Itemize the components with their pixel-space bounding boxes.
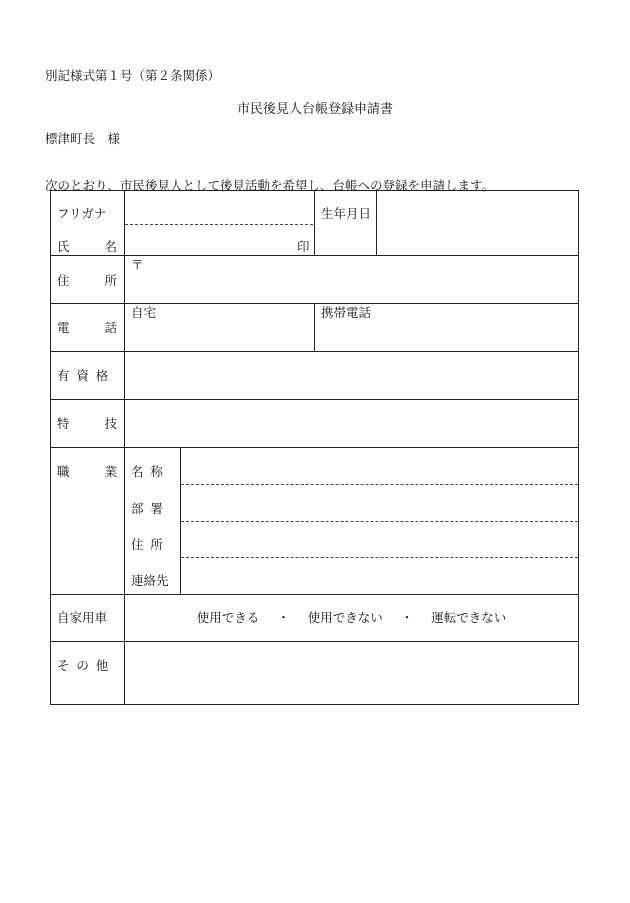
address-label: 住 所 <box>57 273 129 288</box>
car-option-separator: ・ <box>400 610 414 625</box>
phone-label: 電 話 <box>57 320 129 335</box>
name-label: 氏 名 <box>57 239 129 254</box>
address-input[interactable] <box>126 257 577 302</box>
home-phone-label: 自宅 <box>131 305 157 320</box>
car-option-separator: ・ <box>277 610 290 625</box>
other-label: その他 <box>57 658 116 673</box>
skills-label: 特 技 <box>57 416 129 431</box>
furigana-label: フリガナ <box>57 206 107 221</box>
postal-mark: 〒 <box>131 257 144 272</box>
qualifications-input[interactable] <box>126 353 577 398</box>
mobile-phone-input[interactable] <box>316 305 577 350</box>
name-input[interactable] <box>126 226 312 254</box>
form-title: 市民後見人台帳登録申請書 <box>236 102 393 117</box>
occupation-department-label: 部署 <box>131 501 170 516</box>
occupation-department-input[interactable] <box>182 486 577 520</box>
car-option-cannot-drive[interactable]: 運転できない <box>431 610 507 625</box>
addressee: 標津町長 様 <box>45 131 121 146</box>
intro-text: 次のとおり、市民後見人として後見活動を希望し、台帳への登録を申請します。 <box>45 178 495 193</box>
furigana-input[interactable] <box>126 192 312 223</box>
birthdate-input[interactable] <box>378 192 577 254</box>
occupation-label: 職 業 <box>57 464 129 479</box>
occupation-name-label: 名称 <box>131 464 170 479</box>
occupation-name-input[interactable] <box>182 449 577 483</box>
occupation-address-input[interactable] <box>182 523 577 556</box>
seal-mark: 印 <box>297 239 310 254</box>
mobile-phone-label: 携帯電話 <box>321 305 372 320</box>
occupation-contact-label: 連絡先 <box>131 573 169 588</box>
form-number: 別記様式第１号（第２条関係） <box>45 68 221 83</box>
car-options <box>125 611 578 625</box>
occupation-address-label: 住所 <box>131 537 170 552</box>
car-option-usable[interactable]: 使用できる <box>196 610 260 625</box>
application-form-table <box>50 190 579 705</box>
home-phone-input[interactable] <box>126 305 312 350</box>
qualifications-label: 有資格 <box>57 368 116 383</box>
other-input[interactable] <box>126 643 577 703</box>
car-label: 自家用車 <box>57 610 108 625</box>
skills-input[interactable] <box>126 401 577 446</box>
car-option-not-usable[interactable]: 使用できない <box>307 610 383 625</box>
occupation-contact-input[interactable] <box>182 559 577 593</box>
birthdate-label: 生年月日 <box>321 206 372 221</box>
